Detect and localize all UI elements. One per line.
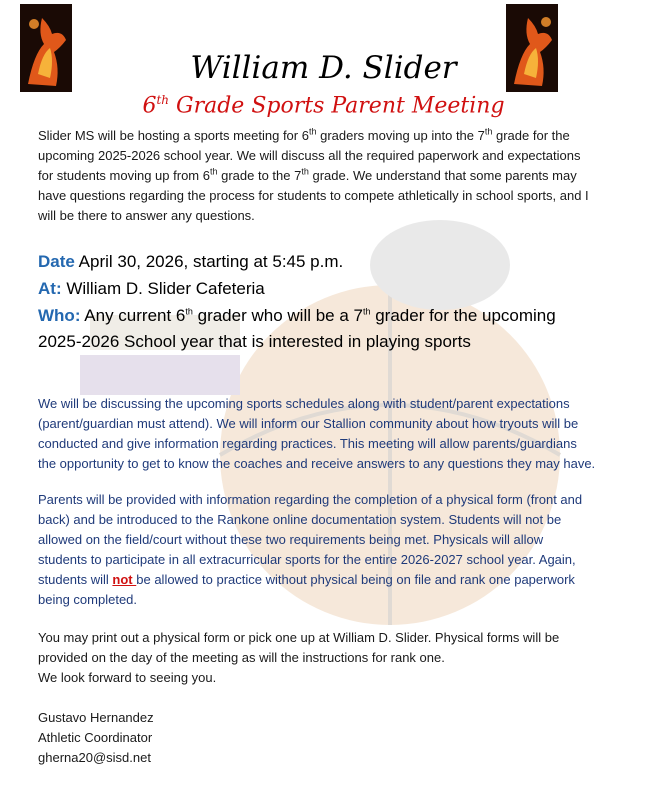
meeting-location: At: William D. Slider Cafeteria <box>38 279 265 298</box>
signature-name: Gustavo Hernandez <box>38 710 154 725</box>
page-subtitle: 6th Grade Sports Parent Meeting <box>142 93 505 119</box>
intro-paragraph: Slider MS will be hosting a sports meeting for 6th graders moving up into the 7th grade for the upcoming 2025-2026 school year. We will discuss all the required paperwork and expectations for students moving up from 6th grade to the 7th grade. We understand that some parents may have questions regarding the process for students to compete athletically in school sports, and I will be there to answer any questions. <box>38 126 589 223</box>
closing-paragraph: You may print out a physical form or pick one up at William D. Slider. Physical forms will be provided on the day of the meeting as will the instructions for rank one. We look forward to seeing you. <box>38 630 560 685</box>
signature-role: Athletic Coordinator <box>38 730 153 745</box>
page-title: William D. Slider <box>190 50 457 86</box>
physical-form-paragraph: Parents will be provided with information regarding the completion of a physical form (front and back) and be introduced to the Rankone online documentation system. Students will not be allowed on the field/court without these two requirements being met. Physicals will allow students to participate in all extracurricular sports for the entire 2026-2027 school year. Again, students will not be allowed to practice without physical being on file and rank one paperwork being completed. <box>38 492 583 607</box>
signature-email: gherna20@sisd.net <box>38 750 151 765</box>
meeting-audience: Who: Any current 6th grader who will be a 7th grader for the upcoming 2025-2026 School year that is interested in playing sports <box>38 306 556 351</box>
meeting-date: Date April 30, 2026, starting at 5:45 p.m. <box>38 252 344 271</box>
emphasis-not: not <box>112 572 137 587</box>
signature-block <box>38 708 154 768</box>
schedule-paragraph: We will be discussing the upcoming sports schedules along with student/parent expectations (parent/guardian must attend). We will inform our Stallion community about how tryouts will be conducted and give information regarding practices. This meeting will allow parents/guardians the opportunity to get to know the coaches and receive answers to any questions they may have. <box>38 396 596 471</box>
